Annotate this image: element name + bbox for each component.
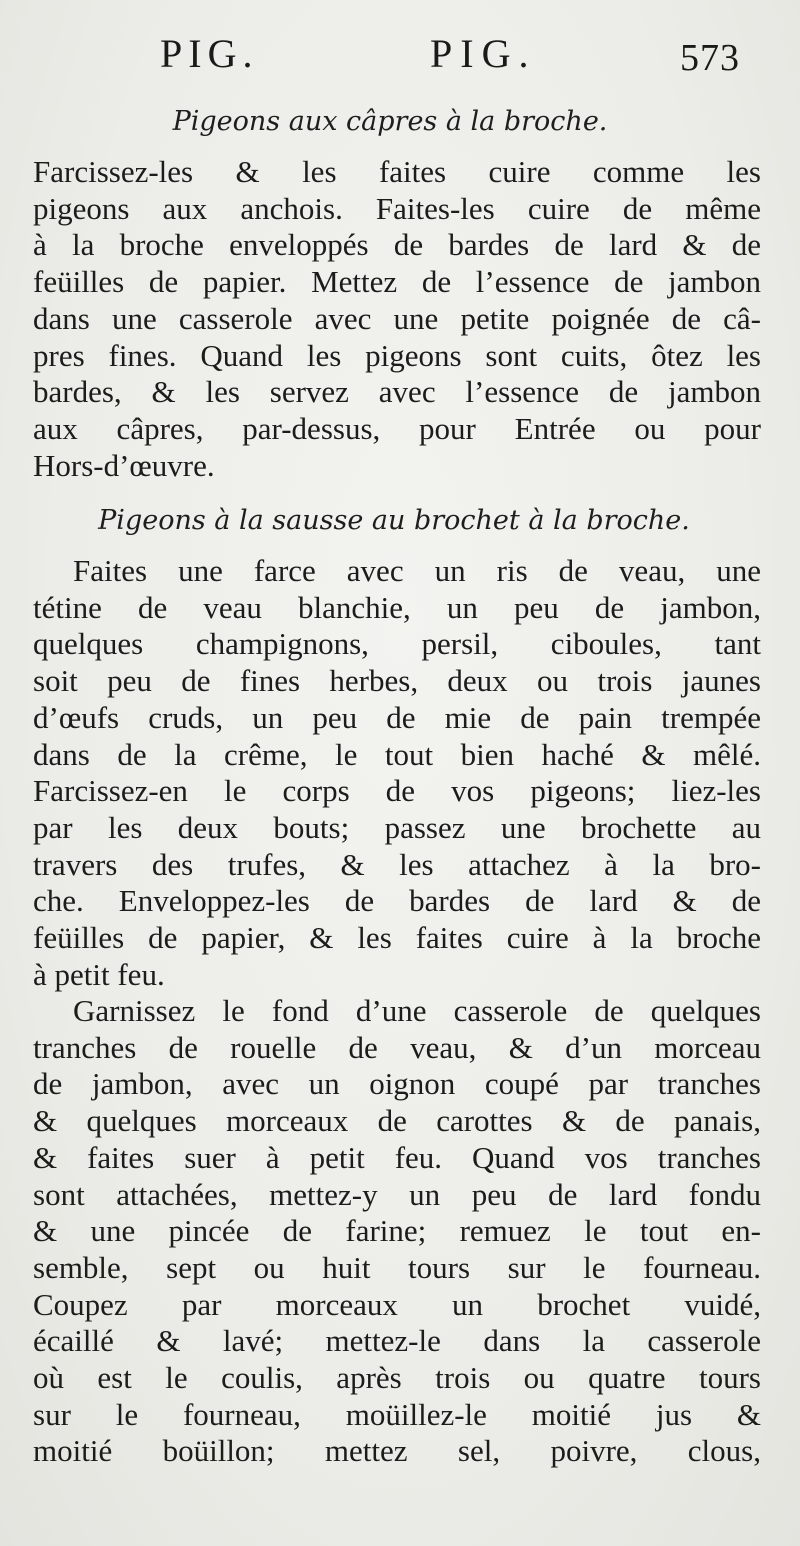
text-line: semble, sept ou huit tours sur le fourneau.: [33, 1249, 761, 1285]
text-line: où est le coulis, après trois ou quatre tours: [33, 1360, 761, 1396]
text-line: & une pincée de farine; remuez le tout en-: [33, 1213, 761, 1249]
text-line: pres fines. Quand les pigeons sont cuits, ôtez les: [33, 337, 761, 373]
text-line: sur le fourneau, moüillez-le moitié jus &: [33, 1396, 761, 1432]
recipe-paragraph: [33, 993, 761, 1470]
text-line: dans une casserole avec une petite poignée de câ-: [33, 300, 761, 336]
text-line: & faites suer à petit feu. Quand vos tranches: [33, 1139, 761, 1175]
running-head-center: PIG.: [430, 31, 537, 76]
recipe-title-pigeons-sausse-brochet: Pigeons à la sausse au brochet à la broche.: [98, 505, 690, 536]
text-line: quelques champignons, persil, ciboules, tant: [33, 626, 761, 662]
text-line: soit peu de fines herbes, deux ou trois jaunes: [33, 663, 761, 699]
text-line: d’œufs cruds, un peu de mie de pain trempée: [33, 699, 761, 735]
text-line: feüilles de papier, & les faites cuire à la broche: [33, 920, 761, 956]
text-line: che. Enveloppez-les de bardes de lard & de: [33, 883, 761, 919]
text-line: feüilles de papier. Mettez de l’essence de jambon: [33, 264, 761, 300]
text-line: Garnissez le fond d’une casserole de quelques: [73, 993, 761, 1028]
text-line: travers des trufes, & les attachez à la bro-: [33, 846, 761, 882]
text-line: & quelques morceaux de carottes & de panais,: [33, 1103, 761, 1139]
text-line: à petit feu.: [33, 956, 165, 992]
recipe-title-pigeons-capres: Pigeons aux câpres à la broche.: [172, 106, 608, 137]
text-line: Coupez par morceaux un brochet vuidé,: [33, 1286, 761, 1322]
recipe-paragraph: [33, 553, 761, 993]
text-line: aux câpres, par-dessus, pour Entrée ou pour: [33, 410, 761, 446]
text-line: à la broche enveloppés de bardes de lard & de: [33, 227, 761, 263]
text-line: Faites une farce avec un ris de veau, une: [73, 553, 761, 588]
running-head-left: PIG.: [160, 31, 259, 76]
text-line: bardes, & les servez avec l’essence de jambon: [33, 374, 761, 410]
page-number: 573: [680, 37, 740, 79]
text-line: écaillé & lavé; mettez-le dans la casserole: [33, 1323, 761, 1359]
text-line: moitié boüillon; mettez sel, poivre, clous,: [33, 1433, 761, 1469]
text-line: tranches de rouelle de veau, & d’un morceau: [33, 1029, 761, 1065]
text-line: sont attachées, mettez-y un peu de lard fondu: [33, 1176, 761, 1212]
recipe-paragraph: [33, 154, 761, 484]
text-line: Farcissez-les & les faites cuire comme les: [33, 154, 761, 189]
text-line: de jambon, avec un oignon coupé par tranches: [33, 1066, 761, 1102]
text-line: dans de la crême, le tout bien haché & mêlé.: [33, 736, 761, 772]
running-head: [0, 30, 800, 90]
text-line: par les deux bouts; passez une brochette au: [33, 809, 761, 845]
text-line: tétine de veau blanchie, un peu de jambon,: [33, 589, 761, 625]
text-line: Hors-d’œuvre.: [33, 447, 215, 483]
text-line: pigeons aux anchois. Faites-les cuire de même: [33, 190, 761, 226]
text-line: Farcissez-en le corps de vos pigeons; liez-les: [33, 773, 761, 809]
